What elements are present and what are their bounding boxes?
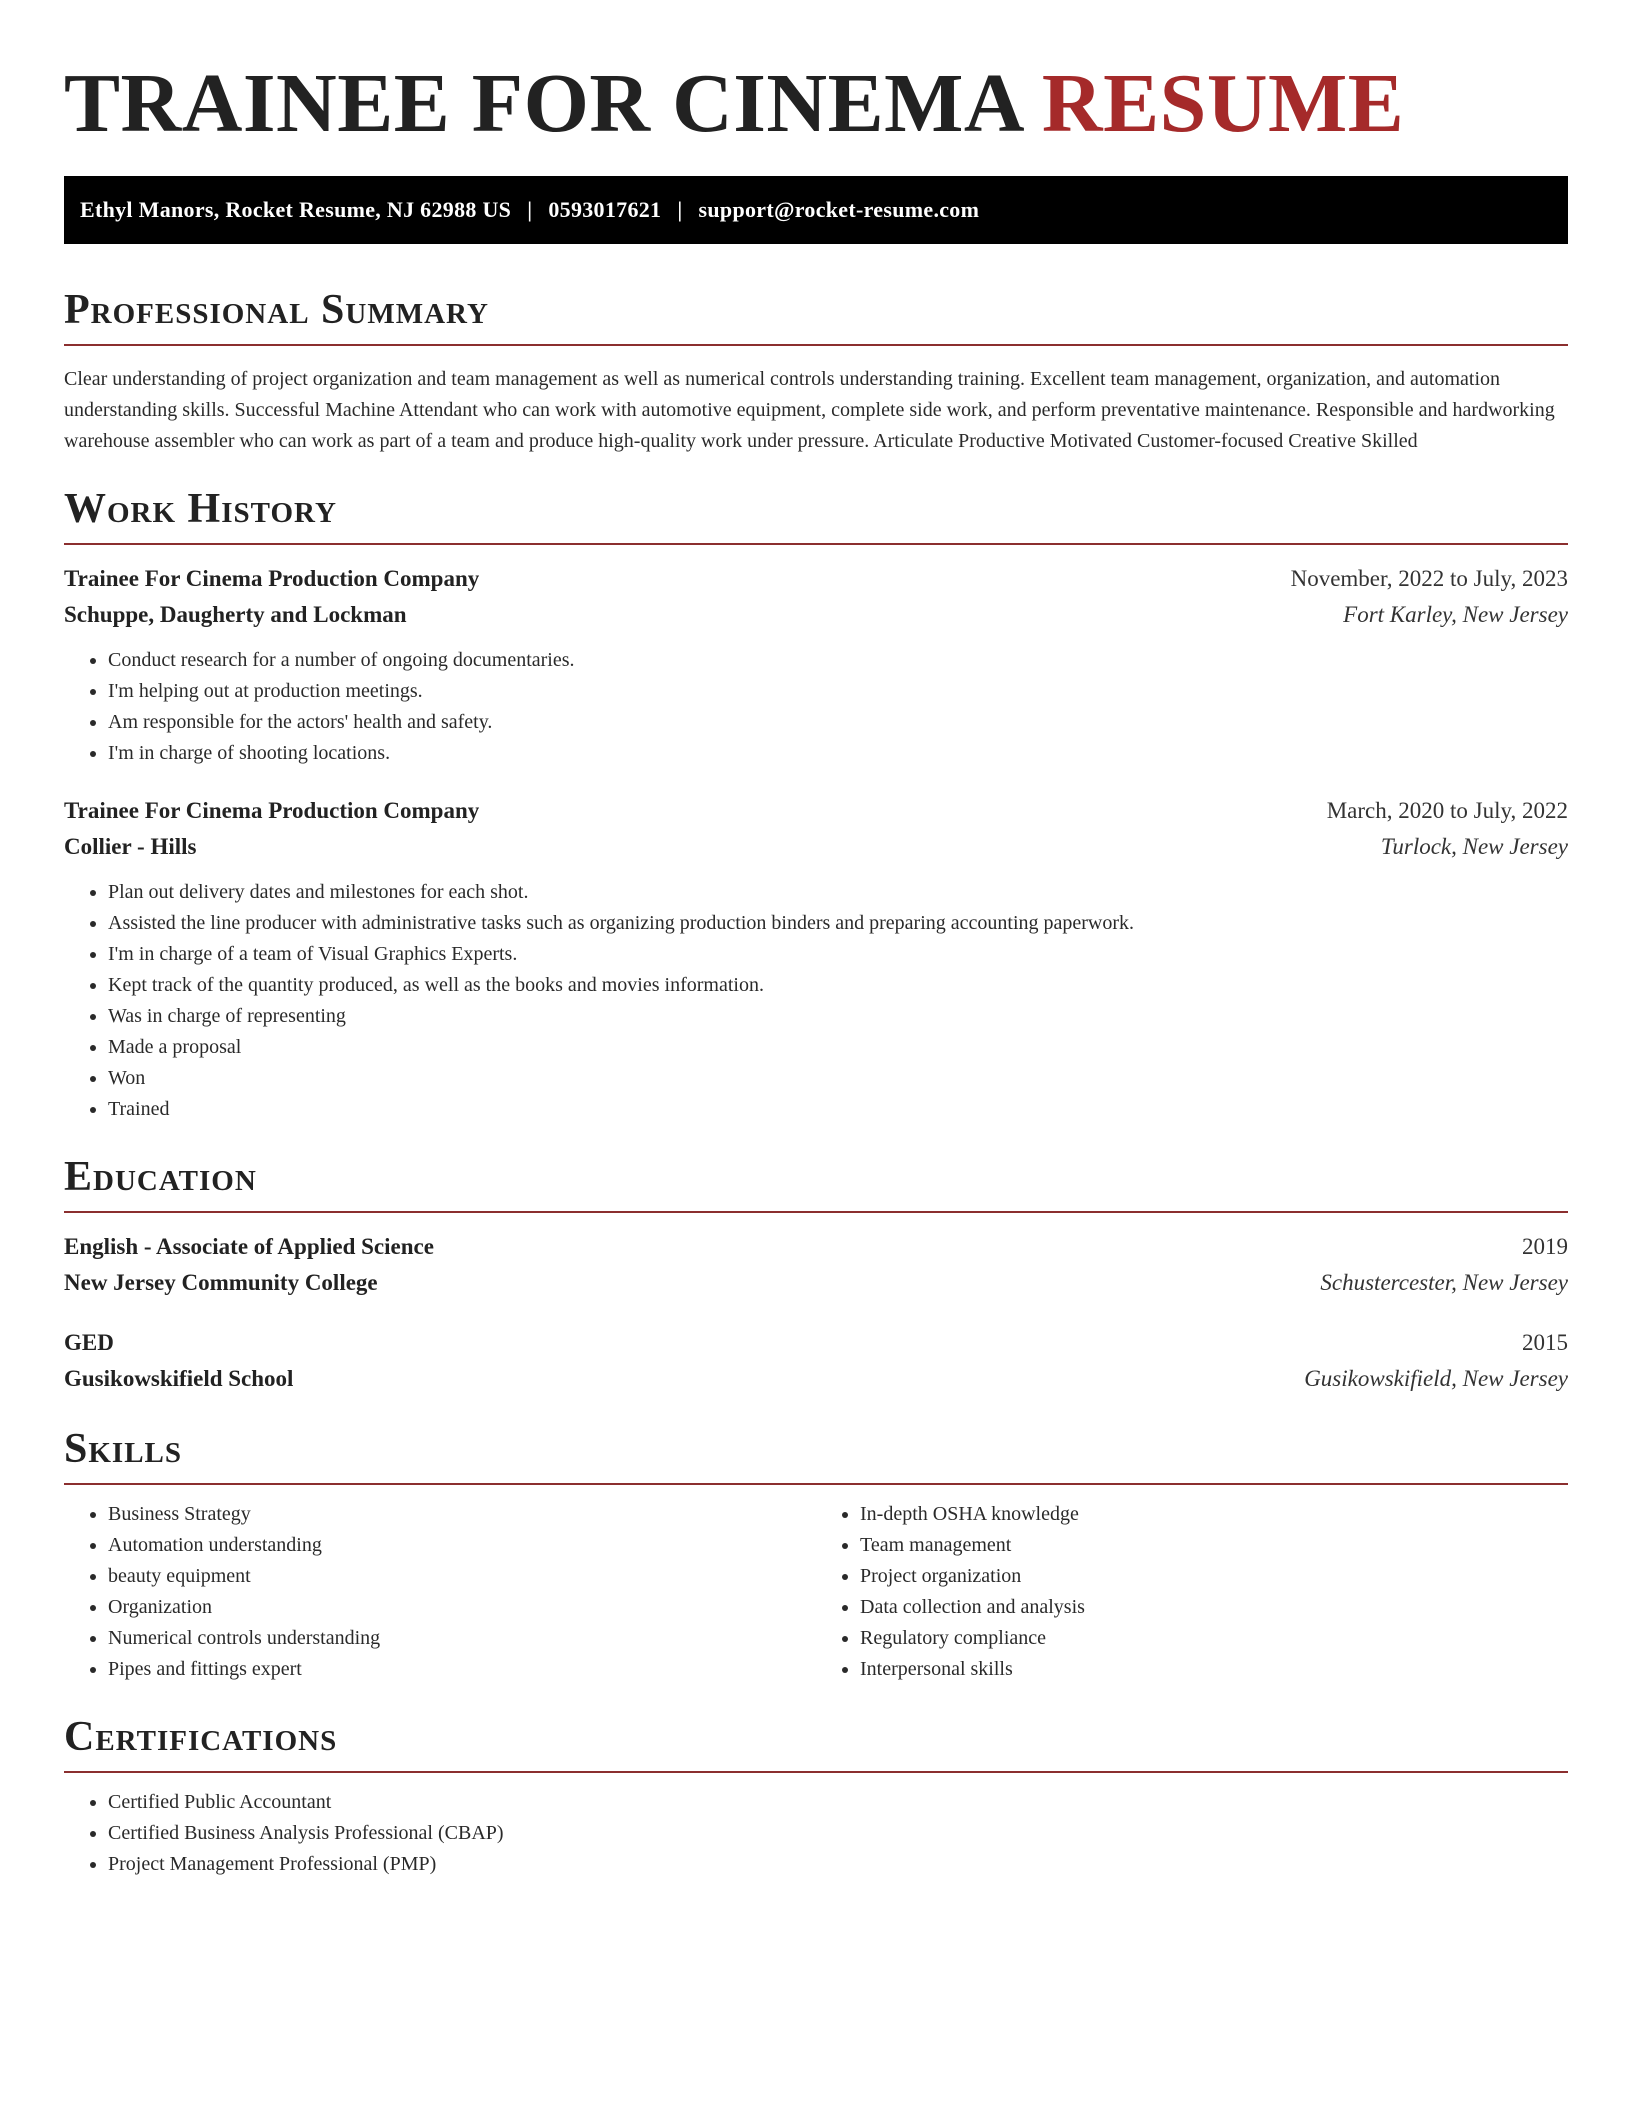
skill-item: • Regulatory compliance <box>860 1623 1568 1654</box>
section-divider <box>64 543 1568 545</box>
job-title: Trainee For Cinema Production Company <box>64 566 480 591</box>
skills-list-right <box>816 1499 1568 1685</box>
summary-section <box>64 286 1568 457</box>
section-divider <box>64 1771 1568 1773</box>
list-item: • Kept track of the quantity produced, as well as the books and movies information. <box>108 970 1568 1001</box>
section-divider <box>64 344 1568 346</box>
resume-title <box>64 56 1568 152</box>
skill-item: • Data collection and analysis <box>860 1592 1568 1623</box>
skill-item: • Pipes and fittings expert <box>108 1654 816 1685</box>
job-company-row <box>64 829 1568 865</box>
degree-row <box>64 1229 1568 1265</box>
section-divider <box>64 1211 1568 1213</box>
list-item: • Won <box>108 1063 1568 1094</box>
skill-item: • Organization <box>108 1592 816 1623</box>
education-heading: Education <box>64 1154 257 1200</box>
job-company: Collier - Hills <box>64 834 197 859</box>
contact-separator: | <box>527 197 533 222</box>
certifications-section <box>64 1713 1568 1880</box>
certifications-list <box>64 1787 1568 1880</box>
job-company-row <box>64 597 1568 633</box>
list-item: • I'm in charge of shooting locations. <box>108 738 1568 769</box>
job-title: Trainee For Cinema Production Company <box>64 798 480 823</box>
certification-item: • Certified Public Accountant <box>108 1787 1568 1818</box>
skill-item: • Business Strategy <box>108 1499 816 1530</box>
school-name: New Jersey Community College <box>64 1270 378 1295</box>
contact-address: Ethyl Manors, Rocket Resume, NJ 62988 US <box>80 197 512 222</box>
certifications-heading: Certifications <box>64 1714 338 1760</box>
summary-text: Clear understanding of project organization and team management as well as numerical controls understanding training. Excellent team management, organization, and automation understanding skills. Successful Machine Attendant who can work with automotive equipment, complete side work, and perform preventative maintenance. Responsible and hardworking warehouse assembler who can work as part of a team and produce high-quality work under pressure. Articulate Productive Motivated Customer-focused Creative Skilled <box>64 368 1555 452</box>
degree-row <box>64 1325 1568 1361</box>
section-divider <box>64 1483 1568 1485</box>
job-duties-list <box>64 877 1568 1125</box>
title-main: TRAINEE FOR CINEMA <box>64 57 1021 150</box>
list-item: • Was in charge of representing <box>108 1001 1568 1032</box>
skills-grid <box>64 1499 1568 1685</box>
school-name: Gusikowskifield School <box>64 1366 294 1391</box>
job-title-row <box>64 793 1568 829</box>
work-history-section <box>64 485 1568 1125</box>
certification-item: • Project Management Professional (PMP) <box>108 1849 1568 1880</box>
job-entry <box>64 793 1568 1125</box>
skills-heading: Skills <box>64 1426 183 1472</box>
list-item: • Made a proposal <box>108 1032 1568 1063</box>
work-history-heading: Work History <box>64 486 337 532</box>
list-item: • I'm in charge of a team of Visual Graphics Experts. <box>108 939 1568 970</box>
list-item: • Assisted the line producer with administrative tasks such as organizing production binders and preparing accounting paperwork. <box>108 908 1568 939</box>
skills-section <box>64 1425 1568 1685</box>
job-location: Fort Karley, New Jersey <box>1343 602 1568 627</box>
list-item: • Trained <box>108 1094 1568 1125</box>
certification-item: • Certified Business Analysis Professional (CBAP) <box>108 1818 1568 1849</box>
contact-separator: | <box>677 197 683 222</box>
graduation-year: 2015 <box>1522 1330 1568 1355</box>
school-row <box>64 1265 1568 1301</box>
school-row <box>64 1361 1568 1397</box>
education-entry <box>64 1229 1568 1301</box>
skill-item: • Project organization <box>860 1561 1568 1592</box>
list-item: • Conduct research for a number of ongoing documentaries. <box>108 645 1568 676</box>
job-entry <box>64 561 1568 769</box>
job-location: Turlock, New Jersey <box>1380 834 1568 859</box>
skill-item: • Numerical controls understanding <box>108 1623 816 1654</box>
skill-item: • Interpersonal skills <box>860 1654 1568 1685</box>
list-item: • Am responsible for the actors' health and safety. <box>108 707 1568 738</box>
contact-phone[interactable]: 0593017621 <box>548 197 662 222</box>
skills-list-left <box>64 1499 816 1685</box>
degree-name: English - Associate of Applied Science <box>64 1234 434 1259</box>
title-accent: RESUME <box>1041 57 1405 150</box>
skill-item: • Automation understanding <box>108 1530 816 1561</box>
summary-heading: Professional Summary <box>64 287 489 333</box>
graduation-year: 2019 <box>1522 1234 1568 1259</box>
education-entry <box>64 1325 1568 1397</box>
education-section <box>64 1153 1568 1397</box>
list-item: • I'm helping out at production meetings. <box>108 676 1568 707</box>
list-item: • Plan out delivery dates and milestones for each shot. <box>108 877 1568 908</box>
contact-bar <box>64 176 1568 244</box>
job-company: Schuppe, Daugherty and Lockman <box>64 602 407 627</box>
school-location: Gusikowskifield, New Jersey <box>1304 1366 1568 1391</box>
job-dates: November, 2022 to July, 2023 <box>1290 566 1568 591</box>
skill-item: • beauty equipment <box>108 1561 816 1592</box>
job-title-row <box>64 561 1568 597</box>
school-location: Schustercester, New Jersey <box>1320 1270 1568 1295</box>
job-duties-list <box>64 645 1568 769</box>
skill-item: • Team management <box>860 1530 1568 1561</box>
job-dates: March, 2020 to July, 2022 <box>1326 798 1568 823</box>
degree-name: GED <box>64 1330 114 1355</box>
skill-item: • In-depth OSHA knowledge <box>860 1499 1568 1530</box>
contact-email[interactable]: support@rocket-resume.com <box>698 197 980 222</box>
